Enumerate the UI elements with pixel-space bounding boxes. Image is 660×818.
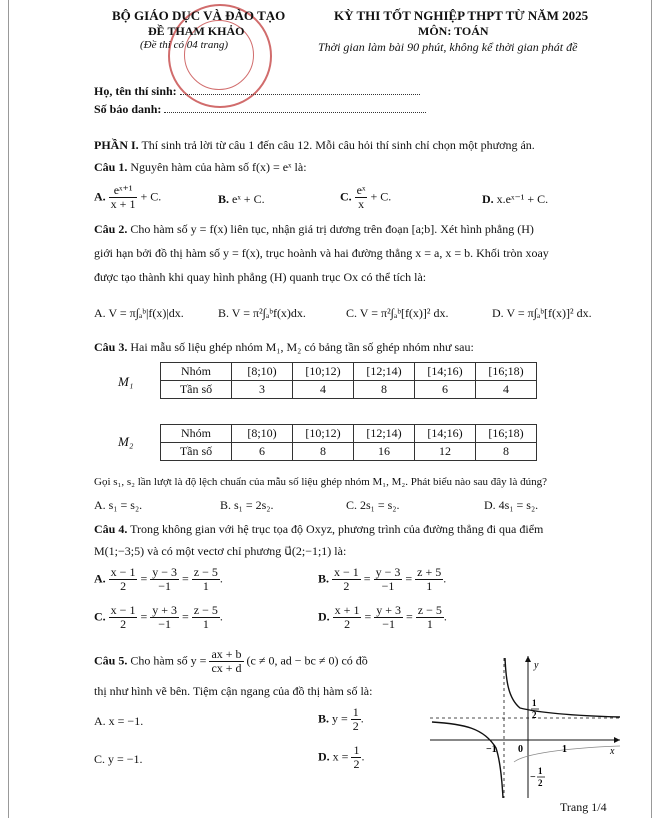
q1-option-c[interactable] [340,184,391,211]
table-cell: [10;12) [293,425,354,443]
q4-a-frac1-den: 2 [120,579,127,593]
q3-label: Câu 3. [94,340,128,354]
q5-option-d[interactable]: D. x = $\frac{1}{2}$ . [318,743,365,771]
candidate-name-row [94,84,420,99]
q4-a-frac1-num: x − 1 [110,565,136,579]
table-cell: [12;14) [354,425,415,443]
q4-c-frac1-num: x − 1 [110,603,136,617]
q4-line1-text: Trong không gian với hệ trục tọa độ Oxyz, phương trình của đường thẳng đi qua điểm [130,522,544,536]
q1-stem [94,160,307,175]
table-header-cell: Tần số [161,443,232,461]
q4-line2: M(1;−3;5) và có một vectơ chỉ phương u⃗(2;−1;1) là: [94,544,347,558]
neg-half-num-label: 1 [538,766,543,776]
table-cell: 4 [476,381,537,399]
q4-option-b[interactable]: B. $\frac{x - 1}{2}$ = $\frac{y - 3}{-1}$ = $\frac{z + 5}{1}$ . [318,565,447,593]
table-cell: [14;16) [415,425,476,443]
q4-d-frac3-num: z − 5 [417,603,442,617]
q3-option-a[interactable]: A. s₁ = s₂. [94,498,143,512]
table-cell: [16;18) [476,425,537,443]
q2-option-d[interactable]: D. V = π∫ₐᵇ[f(x)]² dx. [492,306,592,320]
m2-frequency-table [160,424,537,461]
q4-c-frac3-num: z − 5 [193,603,218,617]
x-axis-label: x [610,746,615,757]
q4-option-c[interactable]: C. $\frac{x - 1}{2}$ = $\frac{y + 3}{-1}$ = $\frac{z - 5}{1}$ . [94,603,223,631]
q1-c-numerator: eˣ [356,183,366,197]
q4-c-frac1-den: 2 [120,617,127,631]
graph-faint-curve [514,746,620,762]
table-header-cell: Nhóm [161,425,232,443]
q1-option-a[interactable] [94,184,161,211]
x-axis-arrow-icon [614,737,620,743]
q5-frac-num: ax + b [211,647,242,661]
q3-stem [94,340,474,355]
table-cell: [8;10) [232,425,293,443]
q1-text: Nguyên hàm của hàm số f(x) = eˣ là: [130,160,307,174]
table-cell: 3 [232,381,293,399]
ministry-name: BỘ GIÁO DỤC VÀ ĐÀO TẠO [112,8,286,23]
q4-b-frac1-den: 2 [343,579,350,593]
q4-d-frac2-num: y + 3 [376,603,402,617]
q4-a-frac2-den: −1 [158,579,172,593]
table-header-cell: Nhóm [161,363,232,381]
q5-line1a: Cho hàm số y = [130,653,207,668]
q1-option-c-letter: C. [340,189,352,204]
q1-a-denominator: x + 1 [110,197,136,211]
q1-b-value: eˣ + C. [232,192,265,206]
table-cell: 8 [476,443,537,461]
q4-a-frac2-num: y − 3 [152,565,178,579]
candidate-name-field[interactable] [180,94,420,95]
q5-d-num: 1 [353,743,360,757]
q5-b-prefix: y = [332,711,348,726]
q4-option-a[interactable]: A. $\frac{x - 1}{2}$ = $\frac{y - 3}{-1}$ = $\frac{z - 5}{1}$ . [94,565,223,593]
part1-instruction-row [94,138,535,153]
m1-frequency-table [160,362,537,399]
q4-b-frac1-num: x − 1 [334,565,359,579]
q1-option-d-letter: D. [482,192,494,206]
table-cell: 8 [354,381,415,399]
table-cell: 12 [415,443,476,461]
q5-line1b: (c ≠ 0, ad − bc ≠ 0) có đồ [246,653,368,668]
q4-label: Câu 4. [94,522,128,536]
table-cell: [8;10) [232,363,293,381]
q2-option-a[interactable]: A. V = π∫ₐᵇ|f(x)|dx. [94,306,184,320]
table-row [161,443,537,461]
q2-line1-text: Cho hàm số y = f(x) liên tục, nhận giá trị dương trên đoạn [a;b]. Xét hình phẳng (H) [130,222,534,236]
q1-c-tail: + C. [370,189,392,204]
q5-option-d-letter: D. [318,749,330,764]
table-row [161,381,537,399]
table-cell: 4 [293,381,354,399]
table-cell: 6 [415,381,476,399]
q1-option-d[interactable] [482,192,548,207]
q5-label: Câu 5. [94,653,128,668]
q4-c-frac2-den: −1 [158,617,172,631]
table-cell: 8 [293,443,354,461]
graph-left-branch [432,722,503,798]
q1-a-numerator: eˣ⁺¹ [109,184,138,198]
q5-line1 [94,648,368,675]
half-num-label: 1 [532,698,537,708]
neg-one-label: −1 [486,744,497,755]
candidate-id-label: Số báo danh: [94,102,162,116]
q4-option-d-letter: D. [318,609,330,624]
part1-instruction: Thí sinh trả lời từ câu 1 đến câu 12. Mỗi câu hỏi thí sinh chỉ chọn một phương án. [141,138,535,152]
q5-d-den: 2 [353,757,360,771]
q2-line1 [94,222,534,237]
q2-line2: giới hạn bởi đồ thị hàm số y = f(x), trục hoành và hai đường thẳng x = a, x = b. Khối tròn xoay [94,246,549,260]
candidate-id-field[interactable] [164,112,426,113]
q4-b-frac2-den: −1 [381,579,395,593]
q4-a-frac3-num: z − 5 [193,565,218,579]
q5-d-prefix: x = [332,749,349,764]
table-cell: 6 [232,443,293,461]
one-label: 1 [562,744,567,755]
neg-half-den-label: 2 [538,778,543,788]
part1-heading: PHẦN I. [94,138,139,152]
q2-line3: được tạo thành khi quay hình phẳng (H) quanh trục Ox có thể tích là: [94,270,427,284]
table-cell: [16;18) [476,363,537,381]
graph-right-branch [505,658,620,717]
table-cell: [14;16) [415,363,476,381]
q4-d-frac2-den: −1 [382,617,396,631]
q4-option-a-letter: A. [94,571,106,586]
q5-function-graph [424,652,624,800]
y-axis-arrow-icon [525,656,531,662]
half-den-label: 2 [532,710,537,720]
q3-text: Hai mẫu số liệu ghép nhóm M₁, M₂ có bảng tần số ghép nhóm như sau: [130,340,474,354]
q4-c-frac2-num: y + 3 [152,603,178,617]
q1-option-a-letter: A. [94,189,106,204]
pages-note: (Đề thi có 04 trang) [140,39,228,51]
q4-b-frac3-den: 1 [426,579,433,593]
table-cell: [12;14) [354,363,415,381]
q5-frac-den: cx + d [211,661,242,675]
m2-label: M₂ [118,434,134,449]
q1-option-b-letter: B. [218,192,230,206]
q2-option-c[interactable]: C. V = π²∫ₐᵇ[f(x)]² dx. [346,306,449,320]
q4-a-frac3-den: 1 [202,579,209,593]
q2-option-b[interactable]: B. V = π²∫ₐᵇf(x)dx. [218,306,306,320]
q3-option-b[interactable]: B. s₁ = 2s₂. [220,498,274,512]
q5-option-b-letter: B. [318,711,330,726]
origin-label: 0 [518,744,523,755]
q4-c-frac3-den: 1 [202,617,209,631]
q3-option-d[interactable]: D. 4s₁ = s₂. [484,498,539,512]
table-header-cell: Tần số [161,381,232,399]
q4-b-frac3-num: z + 5 [417,565,442,579]
table-row [161,363,537,381]
q5-line2: thị như hình vẽ bên. Tiệm cận ngang của đồ thị hàm số là: [94,684,373,698]
table-cell: [10;12) [293,363,354,381]
q1-a-tail: + C. [140,189,162,204]
exam-title: KỲ THI TỐT NGHIỆP THPT TỪ NĂM 2025 [334,8,589,23]
q4-line1 [94,522,543,537]
table-row [161,425,537,443]
q5-option-b[interactable]: B. y = $\frac{1}{2}$ . [318,705,364,733]
q2-label: Câu 2. [94,222,128,236]
q1-c-denominator: x [358,197,365,211]
candidate-id-row [94,102,426,117]
q5-b-den: 2 [352,719,359,733]
q4-option-d[interactable]: D. $\frac{x + 1}{2}$ = $\frac{y + 3}{-1}$ = $\frac{z - 5}{1}$ . [318,603,447,631]
q4-d-frac3-den: 1 [426,617,433,631]
page-number: Trang 1/4 [560,800,607,814]
exam-subject: MÔN: TOÁN [418,24,489,38]
q5-option-a[interactable]: A. x = −1. [94,714,144,728]
document-type: ĐỀ THAM KHẢO [148,24,245,38]
q1-d-value: x.eˣ⁻¹ + C. [496,192,549,206]
q4-d-frac1-den: 2 [344,617,351,631]
q5-option-c[interactable]: C. y = −1. [94,752,143,766]
q1-label: Câu 1. [94,160,128,174]
neg-half-sign: − [530,772,536,783]
q3-option-c[interactable]: C. 2s₁ = s₂. [346,498,400,512]
table-cell: 16 [354,443,415,461]
candidate-name-label: Họ, tên thí sinh: [94,84,177,98]
q3-after-text: Gọi s₁, s₂ lần lượt là độ lệch chuẩn của mẫu số liệu ghép nhóm M₁, M₂. Phát biểu nào sau đây là đúng? [94,476,547,488]
q4-b-frac2-num: y − 3 [375,565,401,579]
q4-d-frac1-num: x + 1 [334,603,360,617]
q1-option-b[interactable] [218,192,265,207]
q5-b-num: 1 [352,705,359,719]
y-axis-label: y [534,660,539,671]
q4-option-b-letter: B. [318,571,330,586]
time-note: Thời gian làm bài 90 phút, không kể thời gian phát đề [318,40,578,54]
q4-option-c-letter: C. [94,609,106,624]
m1-label: M₁ [118,374,134,389]
